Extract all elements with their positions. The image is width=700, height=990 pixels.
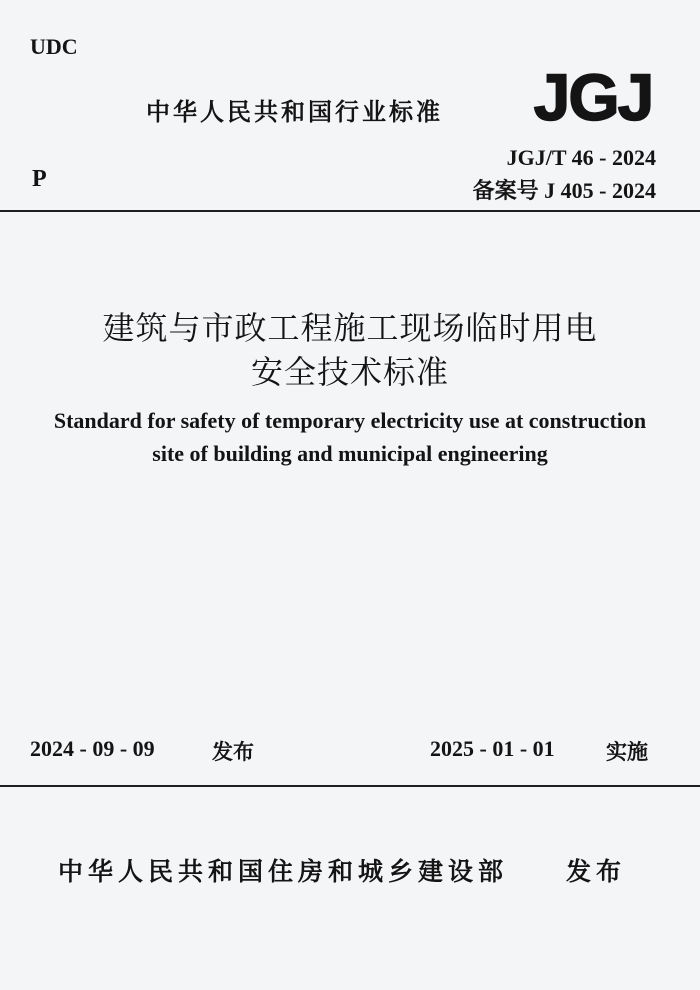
effective-label: 实施 bbox=[606, 740, 648, 764]
publisher-name: 中华人民共和国住房和城乡建设部 bbox=[58, 857, 509, 886]
effective-date: 2025 - 01 - 01 bbox=[430, 736, 555, 761]
chinese-title-line-1: 建筑与市政工程施工现场临时用电 bbox=[102, 309, 598, 347]
bottom-divider bbox=[0, 785, 700, 787]
udc-label: UDC bbox=[30, 34, 78, 59]
issue-label: 发布 bbox=[212, 740, 254, 764]
industry-standard-heading: 中华人民共和国行业标准 bbox=[146, 98, 443, 126]
jgj-logo-text: JGJ bbox=[533, 62, 653, 132]
standard-code: JGJ/T 46 - 2024 bbox=[506, 145, 656, 170]
filing-code: 备案号 J 405 - 2024 bbox=[472, 178, 656, 203]
jgj-logo bbox=[528, 62, 658, 132]
issue-date: 2024 - 09 - 09 bbox=[30, 736, 155, 761]
english-title-line-1: Standard for safety of temporary electricity use at construction bbox=[53, 408, 647, 433]
publish-label: 发布 bbox=[566, 857, 627, 886]
category-code: P bbox=[32, 166, 47, 192]
english-title-line-2: site of building and municipal engineering bbox=[152, 441, 548, 466]
chinese-title-line-2: 安全技术标准 bbox=[250, 353, 449, 391]
top-divider bbox=[0, 210, 700, 212]
